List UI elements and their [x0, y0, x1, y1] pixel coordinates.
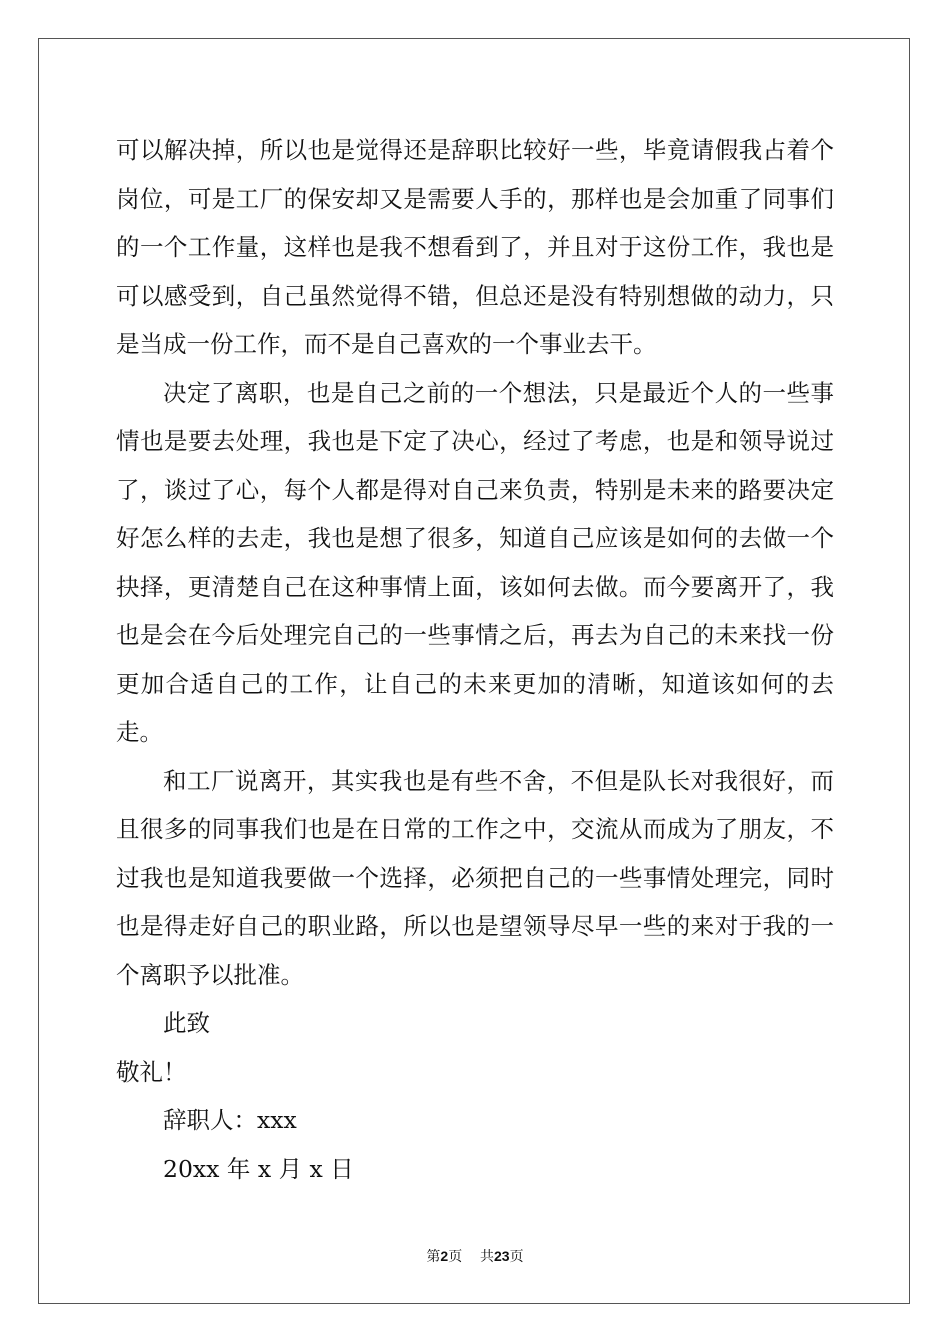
page-number: 2 [440, 1248, 449, 1264]
paragraph-1: 可以解决掉，所以也是觉得还是辞职比较好一些，毕竟请假我占着个岗位，可是工厂的保安却又是需要人手的，那样也是会加重了同事们的一个工作量，这样也是我不想看到了，并且对于这份工作，我也是可以感受到，自己虽然觉得不错，但总还是没有特别想做的动力，只是当成一份工作，而不是自己喜欢的一个事业去干。 [116, 136, 834, 358]
total-prefix: 共 [480, 1249, 495, 1265]
page-unit: 页 [448, 1249, 463, 1265]
paragraph-3: 和工厂说离开，其实我也是有些不舍，不但是队长对我很好，而且很多的同事我们也是在日常的工作之中，交流从而成为了朋友，不过我也是知道我要做一个选择，必须把自己的一些事情处理完，同时也是得走好自己的职业路，所以也是望领导尽早一些的来对于我的一个离职予以批准。 [116, 766, 834, 989]
closing-line: 此致 [163, 1009, 210, 1037]
date-line: 20xx 年 x 月 x 日 [163, 1154, 354, 1183]
paragraph-2: 决定了离职，也是自己之前的一个想法，只是最近个人的一些事情也是要去处理，我也是下定了决心，经过了考虑，也是和领导说过了，谈过了心，每个人都是得对自己来负责，特别是未来的路要决定好怎么样的去走，我也是想了很多，知道自己应该是如何的去做一个抉择，更清楚自己在这种事情上面，该如何去做。而今要离开了，我也是会在今后处理完自己的一些事情之后，再去为自己的未来找一份更加合适自己的工作，让自己的未来更加的清晰，知道该如何的去走。 [116, 378, 834, 746]
signature-line: 辞职人：xxx [163, 1106, 297, 1134]
page-prefix: 第 [426, 1249, 441, 1265]
total-pages: 23 [494, 1248, 510, 1264]
salute-line: 敬礼！ [116, 1057, 187, 1086]
page-footer [0, 1246, 950, 1266]
total-unit: 页 [509, 1249, 524, 1265]
document-body [116, 126, 834, 1193]
